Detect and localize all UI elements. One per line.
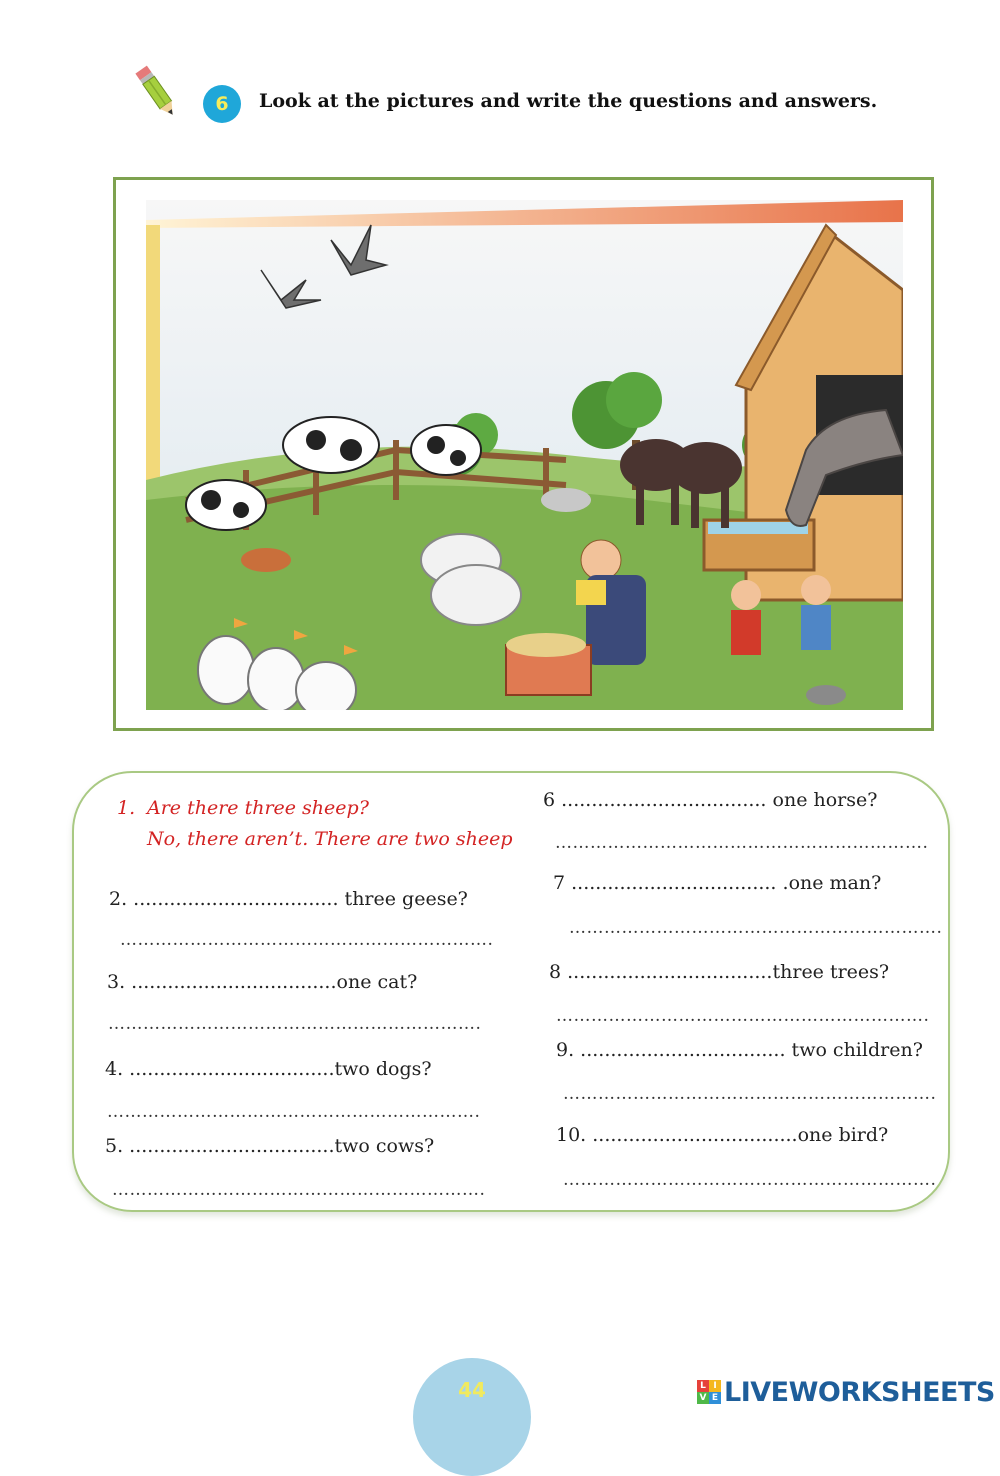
exercise-number-badge: 6 bbox=[203, 85, 241, 123]
logo-letter-v: V bbox=[697, 1392, 709, 1404]
question-4-blank[interactable]: 4. .................................. bbox=[105, 1058, 335, 1080]
question-4 bbox=[105, 1058, 432, 1080]
question-5 bbox=[105, 1135, 434, 1157]
answer-8-line[interactable]: ………………………………………………………. bbox=[556, 1006, 930, 1026]
question-3 bbox=[107, 971, 417, 993]
example-answer: No, there aren’t. There are two sheep bbox=[147, 828, 513, 850]
answer-2-line[interactable]: ………………………………………………………. bbox=[120, 930, 494, 950]
question-10-blank[interactable]: 10. .................................. bbox=[556, 1124, 798, 1146]
question-6-blank[interactable]: 6 .................................. bbox=[543, 789, 767, 811]
answer-10-line[interactable]: ………………………………………………………. bbox=[563, 1170, 937, 1190]
answer-5-line[interactable]: ………………………………………………………. bbox=[112, 1180, 486, 1200]
cat bbox=[806, 685, 846, 705]
instruction-text: Look at the pictures and write the questions and answers. bbox=[259, 90, 878, 112]
liveworksheets-logo-icon bbox=[697, 1380, 721, 1404]
page-number-badge bbox=[413, 1358, 531, 1476]
logo-letter-e: E bbox=[709, 1392, 721, 1404]
farm-illustration bbox=[146, 200, 903, 710]
question-8-blank[interactable]: 8 .................................. bbox=[549, 961, 773, 983]
example-number: 1. bbox=[117, 797, 136, 819]
question-3-text: one cat? bbox=[336, 971, 418, 993]
answer-3-line[interactable]: ………………………………………………………. bbox=[108, 1014, 482, 1034]
logo-letter-i: I bbox=[709, 1380, 721, 1392]
answer-4-line[interactable]: ………………………………………………………. bbox=[107, 1102, 481, 1122]
liveworksheets-brand[interactable] bbox=[697, 1376, 995, 1408]
question-7-text: .one man? bbox=[776, 872, 882, 894]
page-number: 44 bbox=[458, 1378, 486, 1402]
exercise-header bbox=[0, 0, 1000, 150]
question-9 bbox=[556, 1039, 923, 1061]
logo-letter-l: L bbox=[697, 1380, 709, 1392]
question-2 bbox=[109, 888, 468, 910]
question-3-blank[interactable]: 3. .................................. bbox=[107, 971, 337, 993]
question-9-blank[interactable]: 9. .................................. bbox=[556, 1039, 786, 1061]
question-8 bbox=[549, 961, 889, 983]
answer-9-line[interactable]: ………………………………………………………. bbox=[563, 1084, 937, 1104]
question-6-text: one horse? bbox=[766, 789, 878, 811]
pencil-icon bbox=[128, 62, 188, 122]
example-question: Are there three sheep? bbox=[147, 797, 369, 819]
brand-name: LIVEWORKSHEETS bbox=[724, 1376, 995, 1408]
question-7 bbox=[553, 872, 881, 894]
farm-illustration-frame bbox=[113, 177, 934, 731]
question-2-blank[interactable]: 2. .................................. bbox=[109, 888, 339, 910]
question-8-text: three trees? bbox=[772, 961, 890, 983]
question-10 bbox=[556, 1124, 888, 1146]
answer-6-line[interactable]: ………………………………………………………. bbox=[555, 833, 929, 853]
question-9-text: two children? bbox=[785, 1039, 923, 1061]
question-7-blank[interactable]: 7 .................................. bbox=[553, 872, 777, 894]
question-2-text: three geese? bbox=[338, 888, 468, 910]
answer-7-line[interactable]: ………………………………………………………. bbox=[569, 918, 943, 938]
question-5-blank[interactable]: 5. .................................. bbox=[105, 1135, 335, 1157]
question-5-text: two cows? bbox=[334, 1135, 435, 1157]
question-4-text: two dogs? bbox=[334, 1058, 432, 1080]
question-10-text: one bird? bbox=[797, 1124, 889, 1146]
question-6 bbox=[543, 789, 877, 811]
